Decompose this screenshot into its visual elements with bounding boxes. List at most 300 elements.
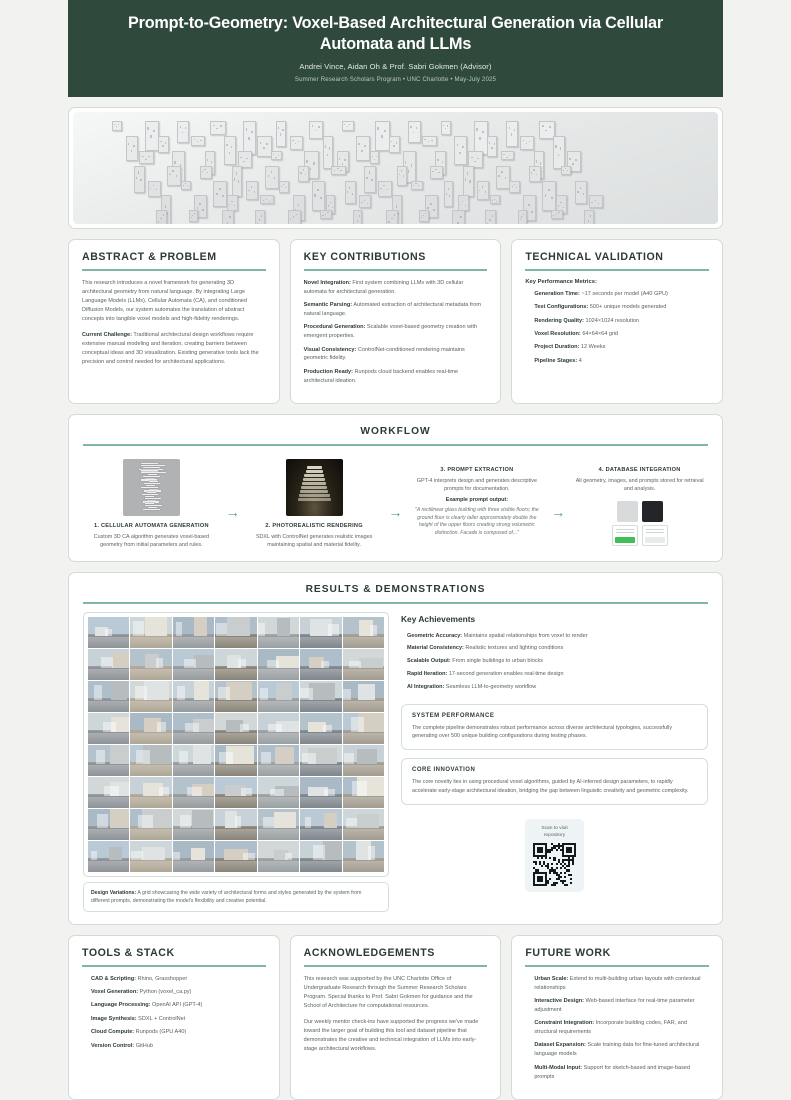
tools-card: [68, 935, 280, 1100]
grid-thumbnail: [130, 809, 171, 840]
step-1-text: Custom 3D CA algorithm generates voxel-based geometry from initial parameters and rules.: [93, 533, 210, 548]
voxel-building: [520, 136, 534, 149]
tool-label: Version Control:: [91, 1042, 135, 1049]
abstract-title: ABSTRACT & PROBLEM: [82, 251, 217, 264]
achievement-text: Realistic textures and lighting conditions: [463, 645, 564, 652]
caption-label: Design Variations:: [91, 889, 137, 896]
grid-thumbnail: [173, 809, 214, 840]
grid-thumbnail: [130, 713, 171, 744]
voxel-building: [156, 210, 167, 224]
contributions-list: [304, 279, 488, 386]
core-innovation-card: [401, 758, 708, 805]
workflow-title: WORKFLOW: [360, 426, 431, 438]
validation-card: [511, 239, 723, 404]
grid-thumbnail: [300, 617, 341, 648]
tool-label: Cloud Compute:: [91, 1029, 135, 1036]
future-text: Web-based interface for real-time parameter adjustment: [534, 997, 695, 1013]
voxel-building: [260, 195, 274, 204]
voxel-building: [210, 121, 225, 135]
voxel-building: [224, 136, 235, 165]
divider: [83, 444, 708, 445]
grid-thumbnail: [215, 841, 256, 872]
voxel-building: [364, 166, 376, 193]
future-label: Interactive Design:: [534, 997, 584, 1004]
render-thumb-icon: [642, 501, 663, 522]
poster-header: [68, 0, 723, 97]
results-details: [401, 612, 708, 913]
voxel-building: [509, 181, 520, 193]
voxel-building: [458, 195, 469, 211]
step-1-heading: 1. CELLULAR AUTOMATA GENERATION: [93, 522, 209, 529]
workflow-section: [68, 414, 723, 562]
voxel-building: [444, 181, 453, 207]
workflow-step-1: [83, 459, 220, 550]
hero-image-card: [68, 107, 723, 229]
metric-label: Pipeline Stages:: [534, 357, 578, 364]
contribution-text: First system combining LLMs with 3D cellular automata for architectural generation.: [303, 279, 464, 295]
voxel-building: [213, 181, 227, 207]
metric-text: 1024×1024 resolution: [583, 317, 640, 324]
voxel-building: [454, 136, 467, 165]
tools-title: TOOLS & STACK: [82, 947, 175, 960]
voxel-building: [189, 210, 198, 222]
voxel-building: [353, 210, 362, 224]
qr-label: [533, 825, 576, 839]
grid-thumbnail: [258, 777, 299, 808]
achievement-text: Maintains spatial relationships from voxel to render: [462, 632, 588, 639]
grid-thumbnail: [258, 809, 299, 840]
tool-text: OpenAI API (GPT-4): [150, 1002, 203, 1009]
voxel-building: [452, 210, 465, 224]
tool-label: CAD & Scripting:: [91, 975, 136, 982]
voxel-building: [506, 121, 518, 146]
grid-thumbnail: [130, 777, 171, 808]
contributions-card: [290, 239, 502, 404]
caption-text: A grid showcasing the wide variety of architectural forms and styles generated by the system from different prompts, demonstrating the model's flexibility and creative potential.: [91, 889, 362, 904]
metric-label: Generation Time:: [534, 290, 580, 297]
tool-item: [82, 1001, 266, 1010]
grid-thumbnail: [130, 649, 171, 680]
workflow-step-3: [409, 459, 546, 539]
future-label: Constraint Integration:: [534, 1020, 595, 1027]
future-text: Incorporate building codes, FAR, and structural requirements: [534, 1020, 687, 1036]
grid-thumbnail: [258, 617, 299, 648]
voxel-building: [501, 151, 513, 160]
voxel-building: [167, 166, 181, 186]
voxel-building: [331, 166, 345, 175]
tool-label: Language Processing:: [91, 1002, 151, 1009]
voxel-building: [378, 181, 392, 197]
model-file-icon: [642, 525, 668, 546]
voxel-building: [561, 166, 571, 175]
voxel-building: [589, 195, 603, 207]
voxel-building: [342, 121, 354, 131]
future-work-list: [525, 975, 709, 1082]
divider: [304, 965, 488, 966]
challenge-text: Traditional architectural design workflows require extensive manual modeling and iteration, creating barriers between conceptual ideas and 3D visualization. Existing generative tools lack the precision and control needed for architectural applications.: [82, 331, 259, 365]
arrow-icon: →: [225, 503, 240, 520]
grid-thumbnail: [130, 745, 171, 776]
core-innovation-text: The core novelty lies in using procedural voxel algorithms, guided by AI-inferred design parameters, to rapidly accelerate early-stage architectural ideation, bridging the gap between linguistic creativity and geometric complexity.: [412, 779, 689, 794]
tools-list: [82, 975, 266, 1051]
achievement-text: From single buildings to urban blocks: [450, 658, 544, 665]
step-3-heading: 3. PROMPT EXTRACTION: [440, 466, 514, 473]
voxel-building: [126, 136, 139, 161]
metric-label: Voxel Resolution:: [534, 330, 581, 337]
example-prompt-text: "A rectilinear glass building with three visible floors; the ground floor is clearly taller approximately double the height of the upper floors creating strong volumetric distinction. Facade is composed of...": [415, 506, 539, 537]
metric-item: [525, 290, 709, 299]
voxel-building: [487, 136, 497, 157]
tool-text: Rhino, Grasshopper: [136, 975, 188, 982]
grid-thumbnail: [343, 649, 384, 680]
grid-thumbnail: [300, 777, 341, 808]
ack-paragraph-2: Our weekly mentor check-ins have supported the progress we've made toward the larger goal of building this tool and dataset pipeline that demonstrates the creative and technical integration of LLMs into early-stage architectural workflows.: [303, 1018, 479, 1052]
grid-thumbnail: [215, 617, 256, 648]
voxel-building: [139, 151, 154, 164]
step-2-text: SDXL with ControlNet generates realistic images maintaining spatial and material fidelity.: [255, 533, 373, 548]
voxel-building: [477, 181, 490, 200]
achievement-label: Geometric Accuracy:: [407, 632, 463, 639]
contribution-label: Procedural Generation:: [303, 324, 366, 331]
database-file-row: [612, 525, 668, 546]
achievement-item: [401, 657, 708, 666]
ack-paragraph-1: This research was supported by the UNC Charlotte Office of Undergraduate Research through the Summer Research Scholars Program. Special thanks to Prof. Sabri Gokmen for guidance and the School of Architecture for computational resources.: [303, 975, 473, 1009]
achievement-item: [401, 683, 708, 692]
grid-thumbnail: [173, 745, 214, 776]
abstract-paragraph: This research introduces a novel framework for generating 3D architectural geometry from natural language. By integrating Large Language Models (LLMs), Cellular Automata (CA), and conditioned Diffusion Models, our system automates the translation of abstract concepts into tangible voxel models and high-fidelity renderings.: [82, 279, 247, 322]
contribution-label: Production Ready:: [303, 368, 353, 375]
grid-thumbnail: [88, 649, 129, 680]
voxel-building: [389, 136, 400, 153]
contribution-label: Novel Integration:: [303, 279, 351, 286]
page-title: Prompt-to-Geometry: Voxel-Based Architectural Generation via Cellular Automata and LLMs: [128, 14, 663, 53]
voxel-building: [145, 121, 159, 150]
voxel-building: [255, 210, 265, 224]
grid-thumbnail: [343, 841, 384, 872]
top-section-row: [68, 239, 723, 404]
metric-label: Project Duration:: [534, 344, 580, 351]
voxel-building: [181, 181, 192, 190]
future-work-card: [511, 935, 723, 1100]
program-meta: Summer Research Scholars Program • UNC Charlotte • May-July 2025: [294, 76, 497, 84]
step-4-heading: 4. DATABASE INTEGRATION: [598, 466, 681, 473]
voxel-building: [320, 210, 331, 219]
tool-item: [82, 1042, 266, 1051]
qr-code-icon[interactable]: [533, 843, 576, 886]
achievement-item: [401, 632, 708, 641]
voxel-building: [529, 166, 541, 182]
future-item: [525, 975, 709, 993]
grid-thumbnail: [215, 745, 256, 776]
grid-thumbnail: [258, 681, 299, 712]
divider: [82, 965, 266, 966]
contribution-text: Runpods cloud backend enables real-time architectural ideation.: [303, 368, 459, 384]
grid-thumbnail: [300, 681, 341, 712]
grid-thumbnail: [215, 713, 256, 744]
contribution-label: Semantic Parsing:: [303, 302, 353, 309]
tool-text: SDXL + ControlNet: [136, 1015, 186, 1022]
json-tag: [615, 537, 635, 543]
tool-item: [82, 988, 266, 997]
grid-thumbnail: [343, 809, 384, 840]
grid-thumbnail: [88, 617, 129, 648]
metric-text: 500+ unique models generated: [588, 304, 667, 311]
grid-thumbnail: [300, 745, 341, 776]
grid-thumbnail: [173, 681, 214, 712]
tool-item: [82, 975, 266, 984]
divider: [525, 269, 709, 270]
achievement-label: AI Integration:: [407, 683, 445, 690]
grid-thumbnail: [343, 681, 384, 712]
voxel-building: [359, 195, 372, 207]
contribution-item: [304, 323, 488, 341]
metrics-list: [525, 290, 709, 366]
voxel-building: [200, 166, 212, 179]
tool-label: Voxel Generation:: [91, 989, 139, 996]
tool-item: [82, 1015, 266, 1024]
voxel-building: [408, 121, 421, 143]
contributions-title: KEY CONTRIBUTIONS: [303, 251, 426, 264]
achievements-list: [401, 632, 708, 696]
voxel-building: [575, 181, 587, 204]
results-gallery: [83, 612, 389, 913]
challenge-label: Current Challenge:: [82, 331, 132, 338]
voxel-building: [553, 136, 564, 168]
qr-card[interactable]: [525, 819, 584, 892]
voxel-building: [430, 166, 443, 179]
voxel-building: [386, 210, 398, 224]
voxel-building: [276, 121, 286, 146]
achievement-item: [401, 644, 708, 653]
grid-thumbnail: [88, 777, 129, 808]
database-icons: [575, 501, 704, 546]
qr-section: [401, 819, 708, 892]
results-body: [83, 612, 708, 913]
voxel-building: [551, 210, 563, 219]
grid-thumbnail: [173, 841, 214, 872]
grid-thumbnail: [215, 809, 256, 840]
voxel-building: [485, 210, 496, 224]
divider: [82, 269, 266, 270]
arrow-icon: →: [551, 503, 566, 520]
future-text: Extend to multi-building urban layouts with contextual relationships: [534, 975, 701, 991]
grid-thumbnail: [258, 841, 299, 872]
voxel-building: [463, 166, 474, 197]
metric-item: [525, 317, 709, 326]
step-2-heading: 2. PHOTOREALISTIC RENDERING: [265, 522, 363, 529]
metric-label: Test Configurations:: [534, 304, 589, 311]
qr-label-line2: repository: [543, 832, 566, 838]
voxel-building: [232, 166, 242, 197]
divider: [525, 965, 709, 966]
voxel-building: [496, 166, 510, 190]
voxel-building: [191, 136, 205, 146]
voxel-building: [246, 181, 258, 200]
metric-text: 64×64×64 grid: [580, 330, 619, 337]
grid-thumbnail: [88, 841, 129, 872]
metric-text: ~17 seconds per model (A40 GPU): [579, 290, 668, 297]
grid-thumbnail: [173, 617, 214, 648]
abstract-challenge: [82, 331, 266, 367]
divider: [83, 602, 708, 603]
grid-thumbnail: [88, 713, 129, 744]
grid-thumbnail: [173, 777, 214, 808]
system-performance-title: SYSTEM PERFORMANCE: [412, 712, 495, 719]
voxel-building: [112, 121, 122, 131]
photorealistic-render-thumbnail: [286, 459, 343, 516]
grid-thumbnail: [130, 841, 171, 872]
workflow-step-4: [571, 459, 708, 547]
grid-thumbnail: [173, 649, 214, 680]
validation-title: TECHNICAL VALIDATION: [525, 251, 664, 264]
voxel-building: [279, 181, 288, 193]
metric-text: 4: [577, 357, 582, 364]
voxel-building: [441, 121, 451, 135]
future-work-title: FUTURE WORK: [525, 947, 611, 960]
abstract-card: [68, 239, 280, 404]
bottom-section-row: [68, 935, 723, 1100]
voxel-building: [474, 121, 488, 154]
acknowledgements-card: [290, 935, 502, 1100]
image-grid-card: [83, 612, 389, 877]
voxel-building: [422, 136, 437, 146]
metric-item: [525, 357, 709, 366]
voxel-building: [290, 136, 303, 149]
grid-thumbnail: [343, 745, 384, 776]
file-lines: [646, 529, 664, 530]
contribution-item: [304, 279, 488, 297]
voxel-building: [411, 181, 423, 190]
voxel-building: [397, 166, 407, 186]
achievements-title: Key Achievements: [401, 613, 476, 624]
core-innovation-title: CORE INNOVATION: [412, 767, 476, 774]
future-text: Support for sketch-based and image-based prompts: [534, 1064, 691, 1080]
voxel-building: [490, 195, 499, 204]
cellular-automata-thumbnail: [123, 459, 180, 516]
tool-label: Image Synthesis:: [91, 1015, 137, 1022]
grid-thumbnail: [343, 777, 384, 808]
author-list: Andrei Vince, Aidan Oh & Prof. Sabri Gokmen (Advisor): [299, 62, 492, 72]
system-performance-text: The complete pipeline demonstrates robust performance across diverse architectural typologies, successfully generating over 500 unique building configurations during testing phases.: [412, 724, 673, 740]
achievement-label: Rapid Iteration:: [407, 671, 448, 678]
grid-thumbnail: [300, 809, 341, 840]
grid-thumbnail: [88, 745, 129, 776]
step-4-text: All geometry, images, and prompts stored for retrieval and analysis.: [575, 477, 704, 492]
grid-thumbnail: [343, 617, 384, 648]
grid-thumbnail: [130, 617, 171, 648]
voxel-building: [312, 181, 325, 211]
grid-thumbnail: [173, 713, 214, 744]
tool-item: [82, 1028, 266, 1037]
grid-caption: [83, 882, 389, 913]
voxel-building: [158, 136, 168, 153]
database-thumb-row: [617, 501, 663, 522]
results-section: [68, 572, 723, 925]
voxel-building: [309, 121, 323, 139]
example-prompt-label: Example prompt output:: [445, 497, 509, 504]
voxel-building: [345, 181, 356, 204]
grid-thumbnail: [300, 713, 341, 744]
results-title: RESULTS & DEMONSTRATIONS: [305, 584, 486, 596]
model-tag: [645, 537, 665, 543]
metric-item: [525, 303, 709, 312]
voxel-building: [265, 166, 278, 190]
metric-text: 12 Weeks: [579, 344, 606, 351]
grid-thumbnail: [258, 649, 299, 680]
tool-text: Python (voxel_ca.py): [138, 989, 192, 996]
voxel-building: [584, 210, 594, 224]
voxel-building: [518, 210, 527, 224]
voxel-building: [148, 181, 161, 197]
voxel-city-image: [73, 112, 718, 224]
achievement-label: Material Consistency:: [407, 645, 464, 652]
grid-thumbnail: [258, 745, 299, 776]
metric-label: Rendering Quality:: [534, 317, 584, 324]
future-item: [525, 1041, 709, 1059]
future-label: Dataset Expansion:: [534, 1042, 586, 1049]
step-3-text: GPT-4 interprets design and generates descriptive prompts for documentation.: [416, 477, 537, 492]
grid-thumbnail: [300, 841, 341, 872]
contribution-item: [304, 346, 488, 364]
contribution-item: [304, 301, 488, 319]
grid-thumbnail: [215, 649, 256, 680]
grid-thumbnail: [300, 649, 341, 680]
voxel-building: [271, 151, 282, 160]
divider: [304, 269, 488, 270]
voxel-building: [134, 166, 145, 193]
tool-text: GitHub: [134, 1042, 153, 1049]
metric-item: [525, 330, 709, 339]
grid-thumbnail: [215, 681, 256, 712]
future-item: [525, 997, 709, 1015]
voxel-thumb-icon: [617, 501, 638, 522]
design-variation-grid: [88, 617, 384, 872]
grid-thumbnail: [258, 713, 299, 744]
contribution-label: Visual Consistency:: [303, 346, 357, 353]
voxel-building: [419, 210, 429, 222]
metric-item: [525, 343, 709, 352]
file-lines: [616, 529, 634, 530]
json-file-icon: [612, 525, 638, 546]
grid-thumbnail: [130, 681, 171, 712]
achievement-item: [401, 670, 708, 679]
achievement-text: 17-second generation enables real-time design: [447, 671, 564, 678]
voxel-building: [257, 136, 272, 157]
contribution-text: Scalable voxel-based geometry creation with emergent properties.: [303, 324, 477, 340]
future-item: [525, 1064, 709, 1082]
grid-thumbnail: [88, 809, 129, 840]
voxel-building: [243, 121, 256, 154]
future-label: Urban Scale:: [534, 975, 569, 982]
voxel-building: [542, 181, 556, 211]
future-item: [525, 1019, 709, 1037]
achievement-label: Scalable Output:: [407, 658, 451, 665]
workflow-step-2: [246, 459, 383, 550]
achievement-text: Seamless LLM-to-geometry workflow: [444, 683, 537, 690]
contribution-text: Automated extraction of architectural metadata from natural language.: [303, 302, 481, 317]
workflow-steps: [83, 454, 708, 550]
qr-label-line1: Scan to visit: [541, 825, 568, 831]
voxel-building: [298, 166, 309, 182]
voxel-building: [177, 121, 189, 143]
voxel-building: [323, 136, 333, 168]
future-label: Multi-Modal Input:: [534, 1064, 583, 1071]
voxel-building: [356, 136, 370, 161]
metrics-heading: Key Performance Metrics:: [525, 278, 597, 285]
grid-thumbnail: [215, 777, 256, 808]
grid-thumbnail: [88, 681, 129, 712]
acknowledgements-title: ACKNOWLEDGEMENTS: [303, 947, 435, 960]
